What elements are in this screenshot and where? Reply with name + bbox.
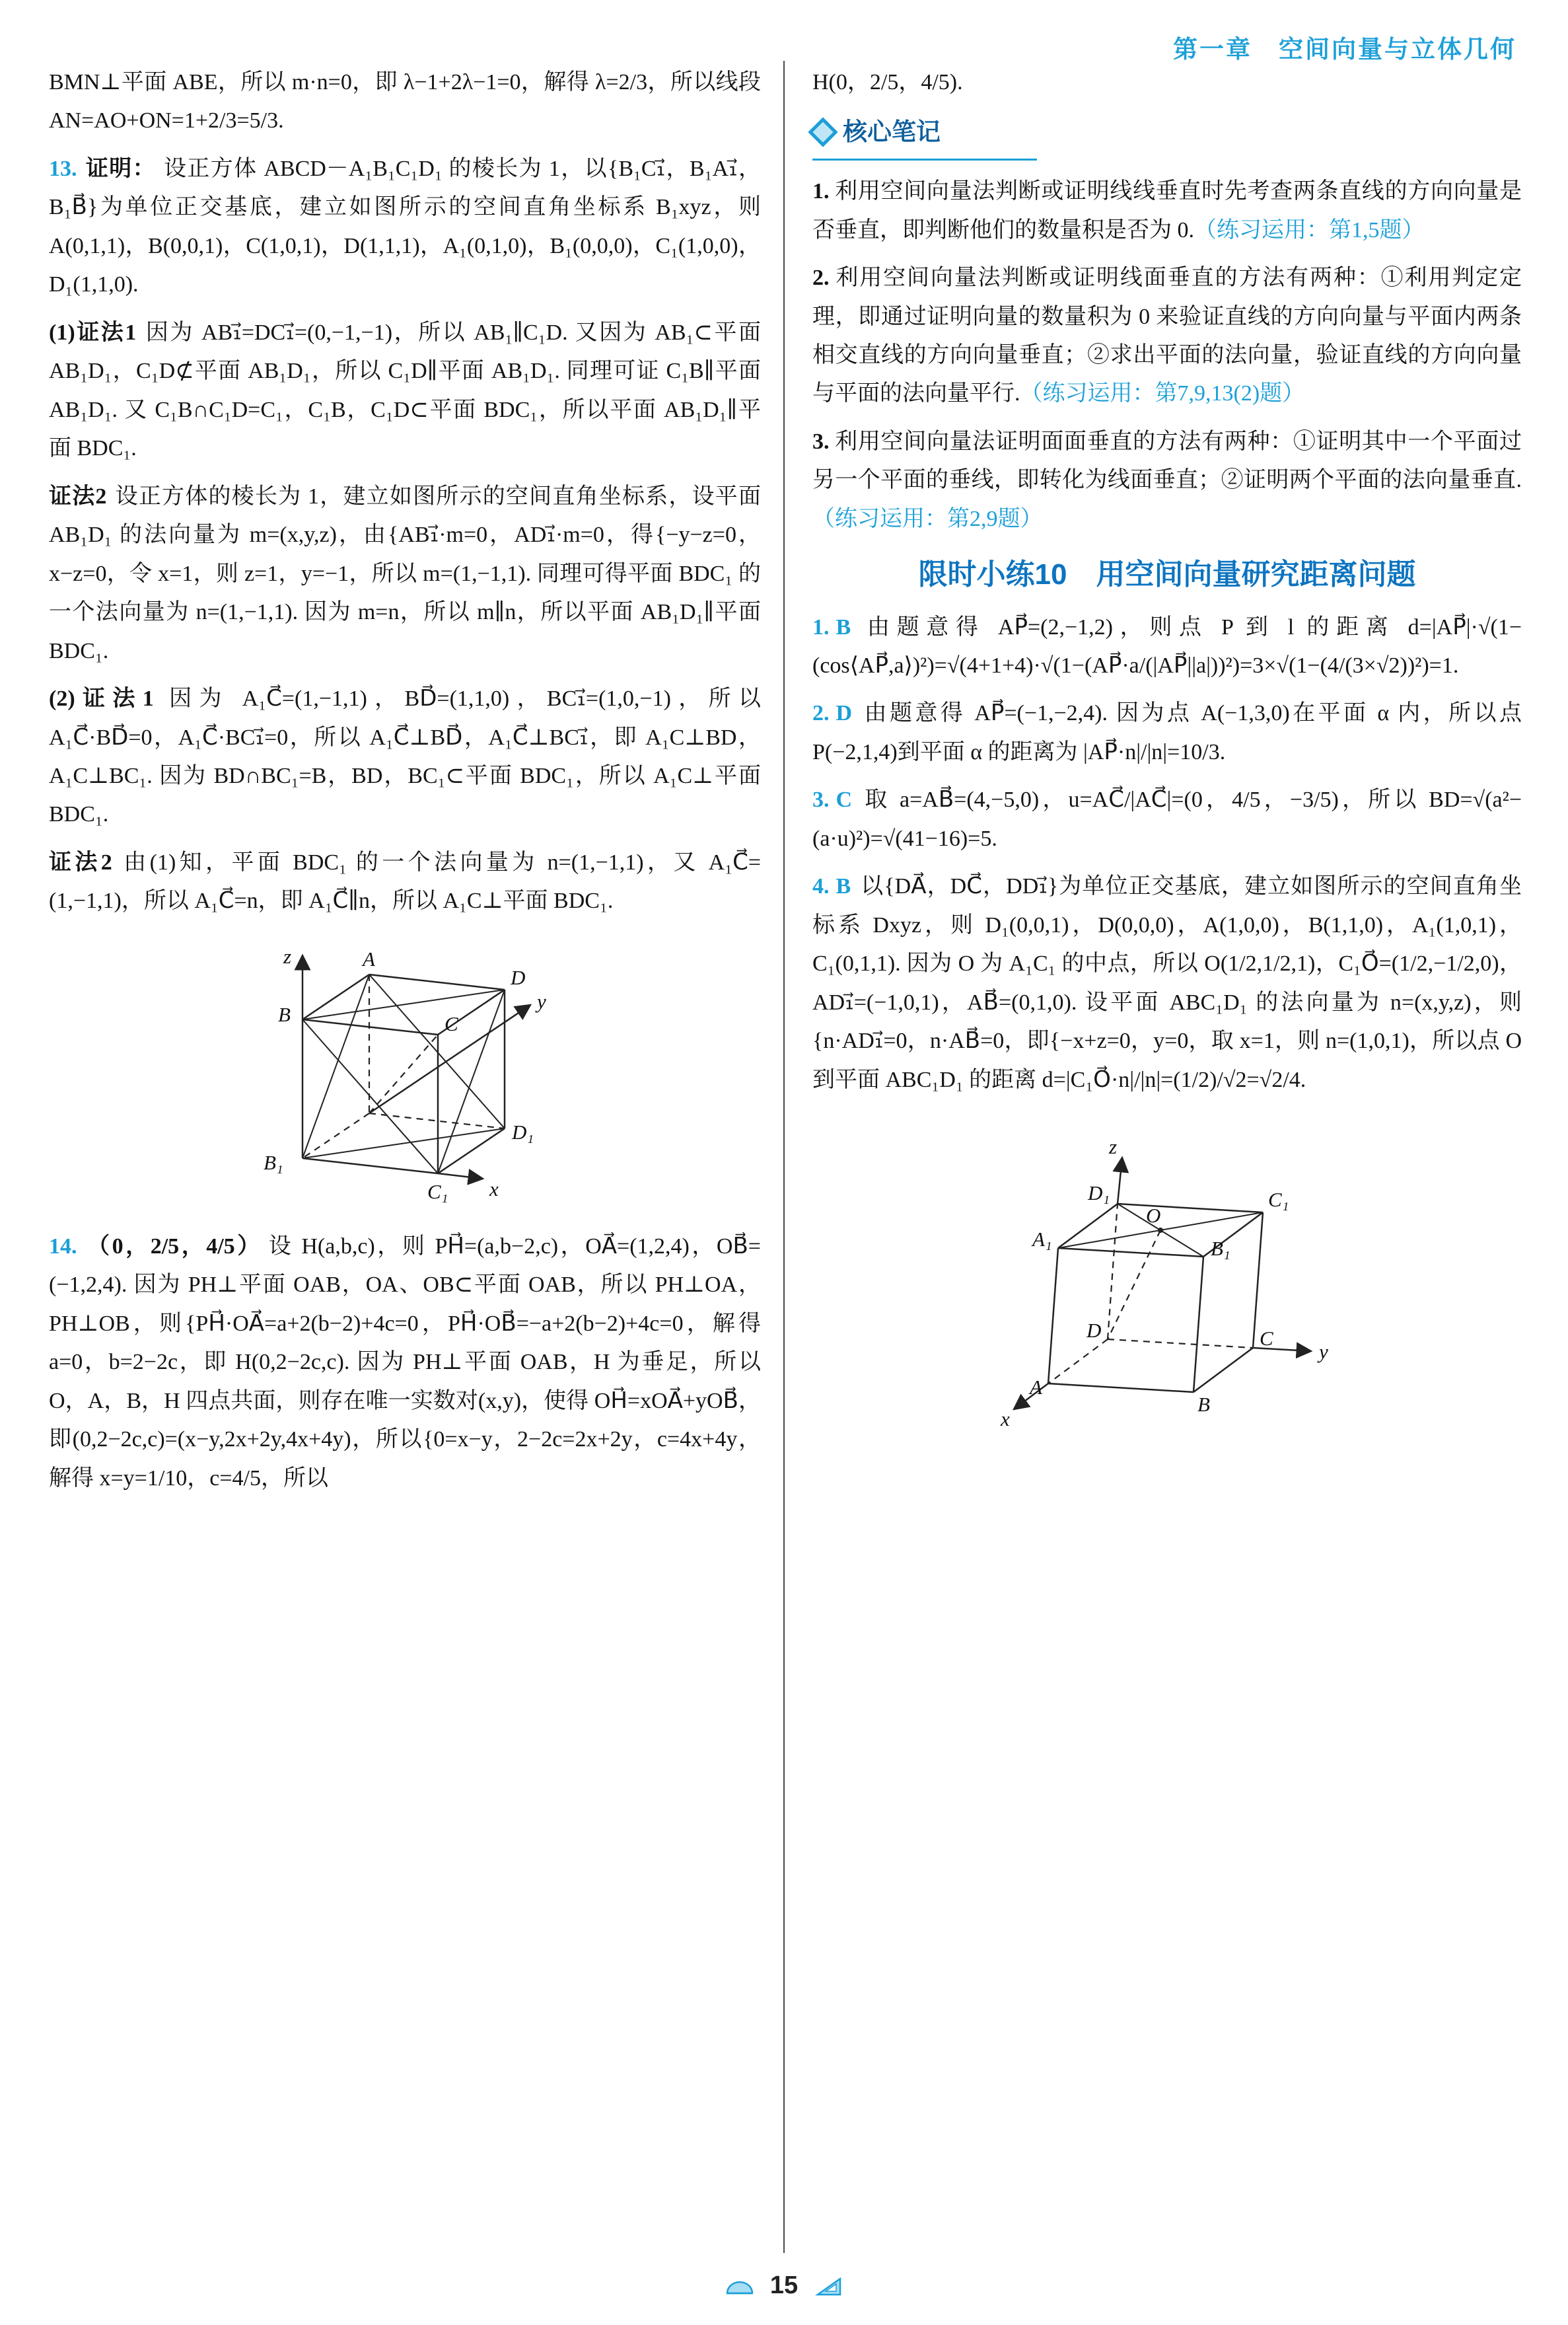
method-label: (2)证法1	[49, 686, 154, 712]
set-square-icon	[812, 2273, 844, 2299]
vertex-label-D: D	[1087, 1319, 1102, 1343]
item-number: 13.	[49, 156, 77, 181]
body-text: 因为 AB₁⃗=DC₁⃗=(0,−1,−1)，所以 AB₁∥C₁D. 又因为 AB₁⊂平面 AB₁D₁，C₁D⊄平面 AB₁D₁，所以 C₁D∥平面 AB₁D₁. 同理可证 C₁B∥平面 AB₁D₁. 又 C₁B∩C₁D=C₁，C₁B，C₁D⊂平面 BDC₁，所以平面 AB₁D₁∥平面 BDC₁.	[49, 320, 761, 461]
question-2	[812, 694, 1522, 772]
axis-label-z: z	[283, 944, 292, 968]
axis-label-y: y	[1319, 1340, 1328, 1364]
body-text: BMN⊥平面 ABE，所以 m·n=0，即 λ−1+2λ−1=0，解得 λ=2/3，所以线段 AN=AO+ON=1+2/3=5/3.	[49, 70, 761, 133]
body-text: H(0，2/5，4/5).	[812, 70, 963, 94]
answer-value: （0，2/5，4/5）	[85, 1234, 262, 1259]
cube-diagram-problem13	[240, 930, 570, 1221]
note-item	[812, 259, 1522, 414]
note-number: 2.	[812, 266, 830, 291]
problem-14	[49, 1228, 761, 1498]
question-number: 1.	[812, 614, 830, 640]
question-number: 2.	[812, 701, 830, 726]
vertex-label-D1: D₁	[1088, 1181, 1110, 1205]
plane-diagonals	[303, 975, 505, 1173]
body-text: 设正方体的棱长为 1，建立如图所示的空间直角坐标系，设平面 AB₁D₁ 的法向量为 m=(x,y,z)，由{AB₁⃗·m=0，AD₁⃗·m=0，得{−y−z=0，x−z=0，令 x=1，则 z=1，y=−1，所以 m=(1,−1,1). 同理可得平面 BDC₁ 的一个法向量为 n=(1,−1,1). 因为 m=n，所以 m∥n，所以平面 AB₁D₁∥平面 BDC₁.	[49, 484, 762, 663]
note-item	[812, 423, 1522, 538]
note-text: 利用空间向量法证明面面垂直的方法有两种：①证明其中一个平面过另一个平面的垂线，即转化为线面垂直；②证明两个平面的法向量垂直.	[812, 429, 1522, 493]
protractor-icon	[724, 2273, 756, 2299]
body-text: 因为 A₁C⃗=(1,−1,1)，BD⃗=(1,1,0)，BC₁⃗=(1,0,−1)，所以 A₁C⃗·BD⃗=0，A₁C⃗·BC₁⃗=0，所以 A₁C⃗⊥BD⃗，A₁C⃗⊥BC₁⃗，即 A₁C⊥BD，A₁C⊥BC₁. 因为 BD∩BC₁=B，BD，BC₁⊂平面 BDC₁，所以 A₁C⊥平面 BDC₁.	[49, 686, 761, 827]
body-text: 由(1)知，平面 BDC₁ 的一个法向量为 n=(1,−1,1)，又 A₁C⃗=(1,−1,1)，所以 A₁C⃗=n，即 A₁C⃗∥n，所以 A₁C⊥平面 BDC₁.	[49, 850, 761, 914]
note-number: 1.	[812, 179, 830, 204]
solution-text: 以{DA⃗，DC⃗，DD₁⃗}为单位正交基底，建立如图所示的空间直角坐标系 Dxyz，则 D₁(0,0,1)，D(0,0,0)，A(1,0,0)，B(1,1,0)，A₁(1,0,1)，C₁(0,1,1). 因为 O 为 A₁C₁ 的中点，所以 O(1/2,1/2,1)，C₁O⃗=(1/2,−1/2,0)，AD₁⃗=(−1,0,1)，AB⃗=(0,1,0). 设平面 ABC₁D₁ 的法向量为 n=(x,y,z)，则{n·AD₁⃗=0，n·AB⃗=0，即{−x+z=0，y=0，取 x=1，则 n=(1,0,1)，所以点 O 到平面 ABC₁D₁ 的距离 d=|C₁O⃗·n|/|n|=(1/2)/√2=√2/4.	[812, 874, 1522, 1092]
practice-reference: （练习运用：第1,5题）	[1194, 217, 1425, 242]
left-column	[49, 63, 761, 1507]
vertex-label-B1: B₁	[264, 1150, 283, 1174]
practice-reference: （练习运用：第7,9,13(2)题）	[1020, 381, 1305, 406]
note-text: 利用空间向量法判断或证明线线垂直时先考查两条直线的方向向量是否垂直，即判断他们的数量积是否为 0.	[812, 179, 1522, 242]
method-label: 证法2	[49, 484, 107, 509]
proof-part-2	[49, 680, 761, 834]
cube-figure-2	[812, 1139, 1522, 1443]
answer-letter: D	[836, 701, 853, 726]
axis-label-x: x	[1001, 1407, 1010, 1431]
solution-carryover	[812, 63, 1522, 102]
method-label: (1)证法1	[49, 320, 137, 345]
right-column	[812, 63, 1522, 1450]
vertex-label-A: A	[1030, 1376, 1042, 1399]
body-text: 设正方体 ABCD－A₁B₁C₁D₁ 的棱长为 1，以{B₁C₁⃗，B₁A₁⃗，B₁B⃗}为单位正交基底，建立如图所示的空间直角坐标系 B₁xyz，则 A(0,1,1)，B(0,0,1)，C(1,0,1)，D(1,1,1)，A₁(0,1,0)，B₁(0,0,0)，C₁(1,0,0)，D₁(1,1,0).	[49, 156, 761, 297]
vertex-label-A: A	[363, 947, 375, 971]
question-4	[812, 867, 1522, 1099]
note-text: 利用空间向量法判断或证明线面垂直的方法有两种：①利用判定定理，即通过证明向量的数量积为 0 来验证直线的方向向量与平面内两条相交直线的方向向量垂直；②求出平面的法向量，验证直线的方向向量与平面的法向量平行.	[812, 266, 1522, 406]
vertex-label-C1: C₁	[427, 1179, 448, 1203]
solution-text: 由题意得 AP⃗=(−1,−2,4). 因为点 A(−1,3,0)在平面 α 内，所以点 P(−2,1,4)到平面 α 的距离为 |AP⃗·n|/|n|=10/3.	[812, 701, 1522, 764]
axis-label-z: z	[1109, 1139, 1118, 1159]
vertex-label-A1: A₁	[1032, 1228, 1052, 1251]
vertex-label-D1: D₁	[512, 1120, 534, 1144]
body-text: 设 H(a,b,c)，则 PH⃗=(a,b−2,c)，OA⃗=(1,2,4)，OB⃗=(−1,2,4). 因为 PH⊥平面 OAB，OA、OB⊂平面 OAB，所以 PH⊥OA，PH⊥OB，则{PH⃗·OA⃗=a+2(b−2)+4c=0，PH⃗·OB⃗=−a+2(b−2)+4c=0，解得 a=0，b=2−2c，即 H(0,2−2c,c). 因为 PH⊥平面 OAB，H 为垂足，所以 O，A，B，H 四点共面，则存在唯一实数对(x,y)，使得 OH⃗=xOA⃗+yOB⃗，即(0,2−2c,c)=(x−y,2x+2y,4x+4y)，所以{0=x−y，2−2c=2x+2y，c=4x+4y，解得 x=y=1/10，c=4/5，所以	[49, 1234, 761, 1491]
proof-part-2-alt	[49, 844, 761, 921]
note-item	[812, 172, 1522, 250]
axis-label-y: y	[537, 989, 546, 1013]
axis-label-x: x	[489, 1177, 499, 1200]
solution-continuation	[49, 63, 761, 141]
coordinate-axes	[1014, 1158, 1311, 1409]
vertex-label-D: D	[511, 965, 526, 989]
core-notes-header	[812, 111, 1037, 161]
vertex-label-C: C	[445, 1012, 458, 1035]
item-number: 14.	[49, 1234, 77, 1259]
answer-letter: B	[836, 874, 851, 899]
note-number: 3.	[812, 429, 830, 454]
question-1	[812, 609, 1522, 686]
practice-reference: （练习运用：第2,9题）	[812, 506, 1043, 531]
method-label: 证法2	[49, 850, 112, 875]
timed-practice-title: 限时小练10 用空间向量研究距离问题	[918, 558, 1416, 591]
cube-diagram-question4	[982, 1139, 1352, 1443]
midpoint-O-dot	[1158, 1228, 1163, 1233]
problem-13	[49, 150, 761, 305]
page-footer	[0, 2271, 1568, 2300]
page-number: 15	[769, 2271, 799, 2299]
question-number: 3.	[812, 788, 830, 813]
vertex-label-B: B	[278, 1002, 291, 1026]
answer-letter: C	[836, 788, 853, 813]
vertex-label-C1: C₁	[1268, 1188, 1289, 1212]
core-notes-title: 核心笔记	[843, 118, 941, 146]
column-divider	[783, 61, 785, 2253]
solution-text: 取 a=AB⃗=(4,−5,0)，u=AC⃗/|AC⃗|=(0，4/5，−3/5)，所以 BD=√(a²−(a·u)²)=√(41−16)=5.	[812, 788, 1522, 851]
proof-part-1-alt	[49, 478, 761, 671]
vertex-label-B1: B₁	[1211, 1237, 1230, 1261]
vertex-labels	[1000, 1139, 1328, 1430]
question-3	[812, 781, 1522, 858]
vertex-label-C: C	[1260, 1327, 1273, 1350]
answer-letter: B	[836, 614, 851, 640]
cube-figure-1	[49, 930, 761, 1221]
vertex-label-B: B	[1197, 1393, 1210, 1417]
vertex-label-O: O	[1146, 1204, 1161, 1228]
diamond-icon	[808, 118, 837, 147]
solution-text: 由题意得 AP⃗=(2,−1,2)，则点 P 到 l 的距离 d=|AP⃗|·√(1−(cos⟨AP⃗,a⟩)²)=√(4+1+4)·√(1−(AP⃗·a/(|AP⃗||a|))²)=3×√(1−(4/(3×√2))²)=1.	[812, 614, 1522, 678]
cube-edges	[1048, 1204, 1263, 1392]
proof-label: 证明：	[85, 156, 156, 181]
chapter-header: 第一章 空间向量与立体几何	[1173, 36, 1516, 63]
proof-part-1	[49, 314, 761, 468]
question-number: 4.	[812, 874, 830, 899]
